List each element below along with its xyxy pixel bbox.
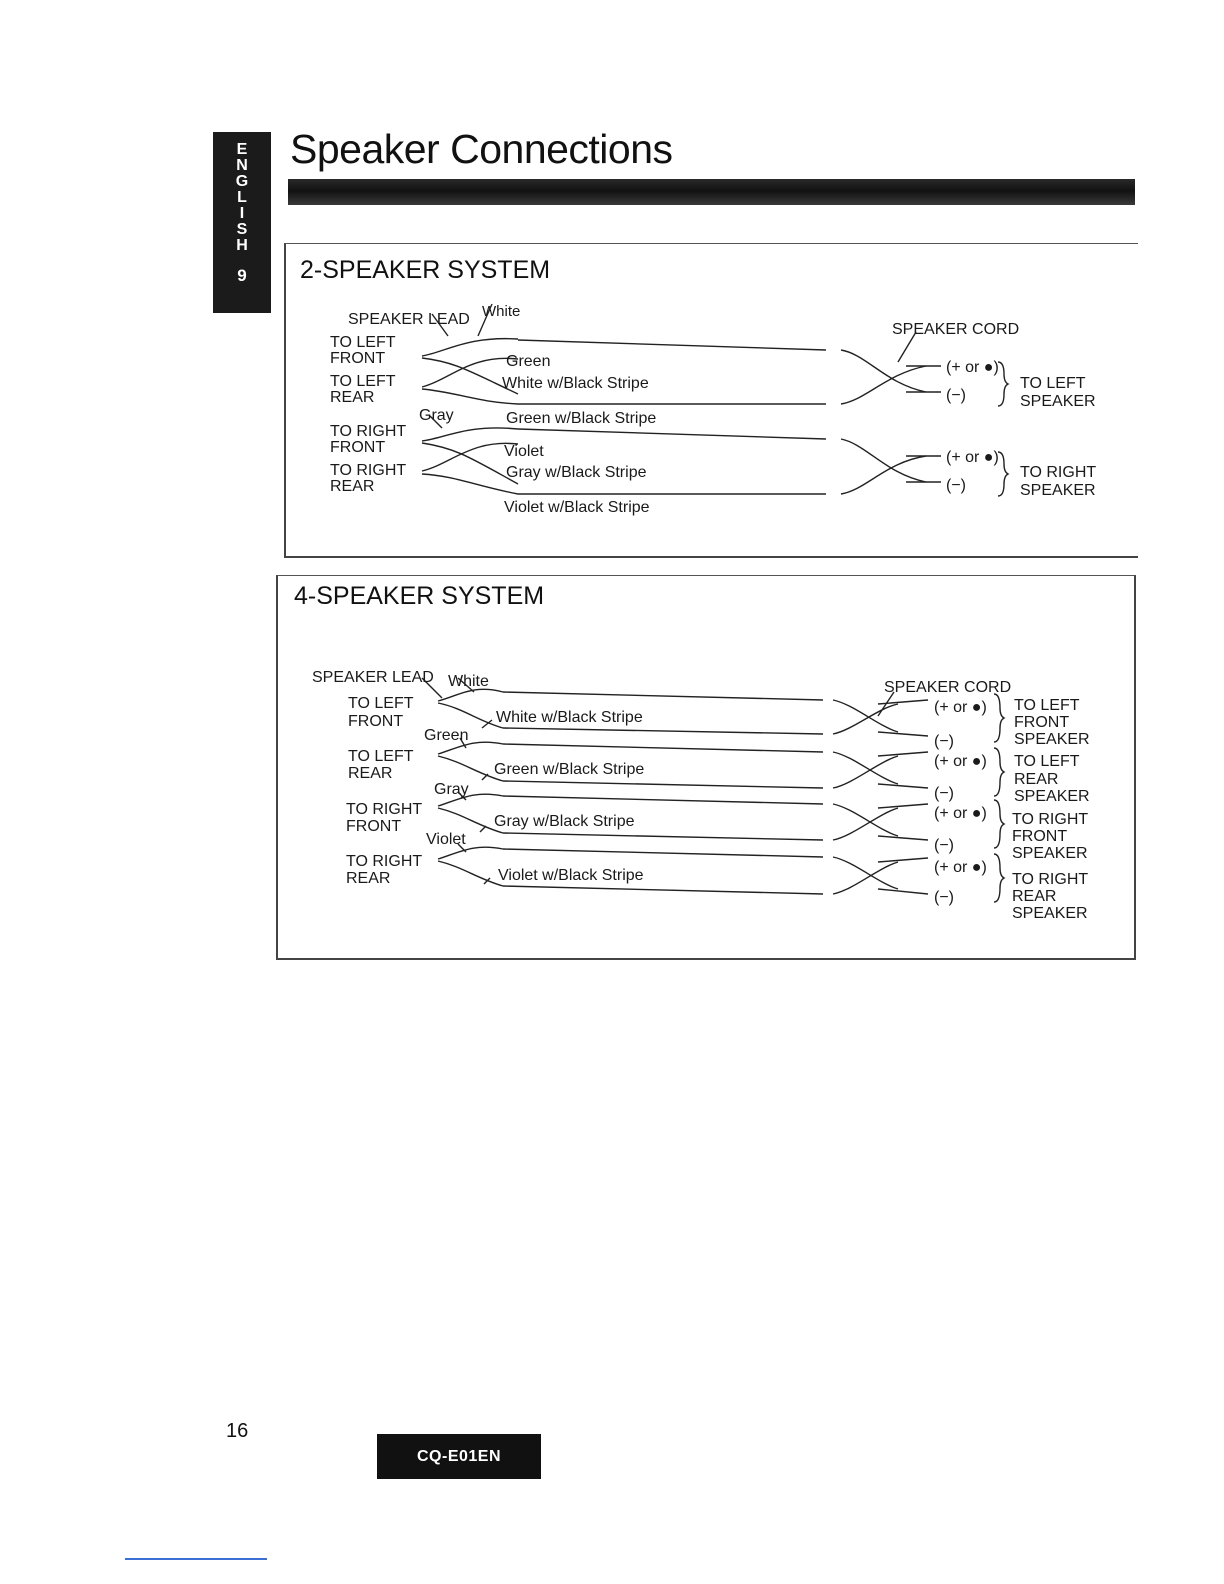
lead-label: REAR xyxy=(348,765,393,782)
lead-label: REAR xyxy=(330,389,375,406)
language-tab-letters xyxy=(236,142,248,254)
lead-label: TO LEFT xyxy=(330,334,396,351)
two-speaker-section xyxy=(284,243,1138,558)
speaker-label: SPEAKER xyxy=(1014,731,1090,748)
polarity-positive: (+ or ●) xyxy=(934,753,987,770)
speaker-lead-label: SPEAKER LEAD xyxy=(312,669,434,686)
speaker-label: REAR xyxy=(1012,888,1057,905)
speaker-label: TO LEFT xyxy=(1014,753,1080,770)
stripe-label: Green w/Black Stripe xyxy=(494,761,645,778)
language-letter: E xyxy=(236,141,248,158)
four-speaker-title: 4-SPEAKER SYSTEM xyxy=(294,582,545,610)
page-number: 16 xyxy=(226,1420,249,1442)
wire-label-white: White xyxy=(482,303,521,320)
language-letter: S xyxy=(236,221,248,238)
speaker-label: TO RIGHT xyxy=(1012,871,1089,888)
lead-label: TO RIGHT xyxy=(346,853,423,870)
stripe-label: White w/Black Stripe xyxy=(496,709,643,726)
speaker-label: TO LEFT xyxy=(1014,697,1080,714)
speaker-label: REAR xyxy=(1014,771,1059,788)
lead-label: TO LEFT xyxy=(348,695,414,712)
color-label-gray: Gray xyxy=(434,781,469,798)
wire-label-green: Green xyxy=(506,353,551,370)
language-tab xyxy=(213,132,271,313)
speaker-label: SPEAKER xyxy=(1012,845,1088,862)
four-speaker-diagram xyxy=(278,576,1134,958)
lead-label: REAR xyxy=(330,478,375,495)
color-label-green: Green xyxy=(424,727,469,744)
wire-label-violet-stripe: Violet w/Black Stripe xyxy=(504,499,650,516)
model-badge: CQ-E01EN xyxy=(377,1434,541,1479)
speaker-label: FRONT xyxy=(1014,714,1070,731)
two-speaker-title: 2-SPEAKER SYSTEM xyxy=(300,256,551,284)
lead-label: TO LEFT xyxy=(348,748,414,765)
lead-label: TO RIGHT xyxy=(346,801,423,818)
speaker-label: SPEAKER xyxy=(1020,482,1096,499)
polarity-positive: (+ or ●) xyxy=(946,449,999,466)
page-title: Speaker Connections xyxy=(290,126,673,172)
speaker-label: SPEAKER xyxy=(1012,905,1088,922)
wire-label-gray: Gray xyxy=(419,407,454,424)
language-letter: I xyxy=(239,205,245,222)
lead-label: TO RIGHT xyxy=(330,462,407,479)
lead-label: FRONT xyxy=(346,818,402,835)
polarity-negative: (−) xyxy=(934,785,954,802)
speaker-cord-label: SPEAKER CORD xyxy=(884,679,1012,696)
four-speaker-section xyxy=(276,575,1136,960)
polarity-positive: (+ or ●) xyxy=(934,859,987,876)
speaker-lead-label: SPEAKER LEAD xyxy=(348,311,470,328)
language-letter: G xyxy=(235,173,249,190)
color-label-violet: Violet xyxy=(426,831,466,848)
language-letter: H xyxy=(236,237,248,254)
language-letter: N xyxy=(236,157,248,174)
lead-label: FRONT xyxy=(348,713,404,730)
lead-label: TO RIGHT xyxy=(330,423,407,440)
polarity-negative: (−) xyxy=(934,889,954,906)
speaker-label: FRONT xyxy=(1012,828,1068,845)
title-rule xyxy=(288,179,1135,205)
color-label-white: White xyxy=(448,673,489,690)
speaker-label: SPEAKER xyxy=(1014,788,1090,805)
lead-label: FRONT xyxy=(330,439,386,456)
stripe-label: Gray w/Black Stripe xyxy=(494,813,635,830)
polarity-negative: (−) xyxy=(934,837,954,854)
lead-label: FRONT xyxy=(330,350,386,367)
language-letter: L xyxy=(237,189,247,206)
wire-label-white-stripe: White w/Black Stripe xyxy=(502,375,649,392)
speaker-label: TO RIGHT xyxy=(1012,811,1089,828)
speaker-label: SPEAKER xyxy=(1020,393,1096,410)
two-speaker-diagram xyxy=(286,244,1138,556)
polarity-positive: (+ or ●) xyxy=(934,699,987,716)
wire-label-violet: Violet xyxy=(504,443,544,460)
wire-label-gray-stripe: Gray w/Black Stripe xyxy=(506,464,647,481)
polarity-negative: (−) xyxy=(946,477,966,494)
polarity-negative: (−) xyxy=(934,733,954,750)
stripe-label: Violet w/Black Stripe xyxy=(498,867,644,884)
polarity-positive: (+ or ●) xyxy=(946,359,999,376)
speaker-cord-label: SPEAKER CORD xyxy=(892,321,1020,338)
lead-label: TO LEFT xyxy=(330,373,396,390)
speaker-label: TO RIGHT xyxy=(1020,464,1097,481)
wire-label-green-stripe: Green w/Black Stripe xyxy=(506,410,657,427)
polarity-negative: (−) xyxy=(946,387,966,404)
speaker-label: TO LEFT xyxy=(1020,375,1086,392)
polarity-positive: (+ or ●) xyxy=(934,805,987,822)
section-number: 9 xyxy=(237,266,247,285)
footer-rule xyxy=(125,1558,267,1560)
lead-label: REAR xyxy=(346,870,391,887)
